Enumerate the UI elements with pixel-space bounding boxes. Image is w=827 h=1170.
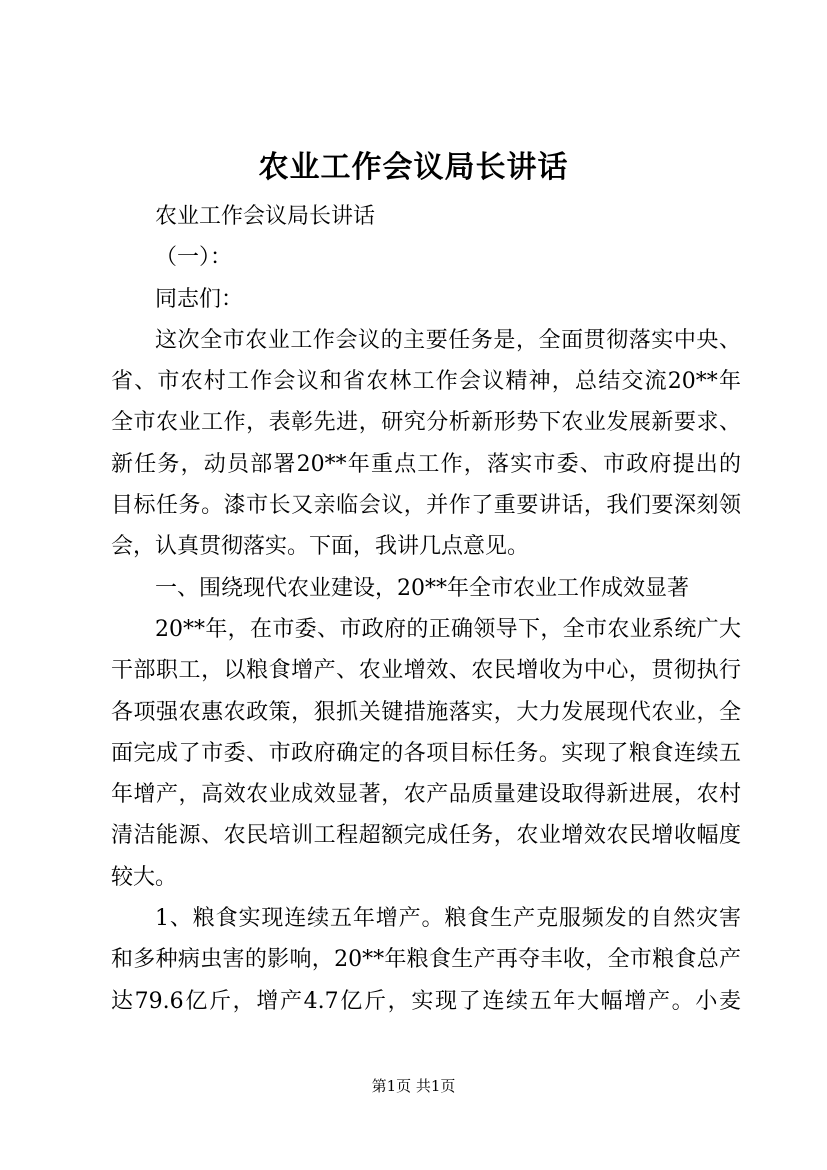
text-line: （一）： bbox=[155, 245, 233, 271]
text-line: 新任务，动员部署20**年重点工作，落实市委、市政府提出的 bbox=[111, 451, 741, 477]
text-line: 全市农业工作，表彰先进，研究分析新形势下农业发展新要求、 bbox=[111, 410, 741, 436]
text-line: 各项强农惠农政策，狠抓关键措施落实，大力发展现代农业，全 bbox=[111, 699, 741, 725]
text-line: 目标任务。漆市长又亲临会议，并作了重要讲话，我们要深刻领 bbox=[111, 493, 741, 519]
text-line: 较大。 bbox=[111, 864, 178, 890]
document-body bbox=[111, 196, 741, 1022]
text-line: 和多种病虫害的影响，20**年粮食生产再夺丰收，全市粮食总产 bbox=[111, 947, 741, 973]
text-line: 面完成了市委、市政府确定的各项目标任务。实现了粮食连续五 bbox=[111, 740, 741, 766]
text-line: 这次全市农业工作会议的主要任务是，全面贯彻落实中央、 bbox=[155, 327, 741, 353]
text-line: 省、市农村工作会议和省农林工作会议精神，总结交流20**年 bbox=[111, 369, 741, 395]
text-line: 农业工作会议局长讲话 bbox=[155, 204, 376, 229]
text-line: 年增产，高效农业成效显著，农产品质量建设取得新进展，农村 bbox=[111, 782, 741, 808]
document-title: 农业工作会议局长讲话 bbox=[258, 150, 569, 185]
text-line: 1、粮食实现连续五年增产。粮食生产克服频发的自然灾害 bbox=[155, 906, 741, 932]
text-line: 会，认真贯彻落实。下面，我讲几点意见。 bbox=[111, 534, 530, 560]
page-footer: 第1页 共1页 bbox=[371, 1077, 456, 1095]
text-line: 清洁能源、农民培训工程超额完成任务，农业增效农民增收幅度 bbox=[111, 823, 741, 849]
text-line: 20**年，在市委、市政府的正确领导下，全市农业系统广大 bbox=[155, 616, 741, 642]
text-line: 一、围绕现代农业建设，20**年全市农业工作成效显著 bbox=[155, 575, 689, 601]
text-line: 干部职工，以粮食增产、农业增效、农民增收为中心，贯彻执行 bbox=[111, 658, 741, 684]
text-line: 同志们： bbox=[155, 286, 244, 312]
text-line: 达79.6亿斤，增产4.7亿斤，实现了连续五年大幅增产。小麦 bbox=[111, 988, 741, 1014]
